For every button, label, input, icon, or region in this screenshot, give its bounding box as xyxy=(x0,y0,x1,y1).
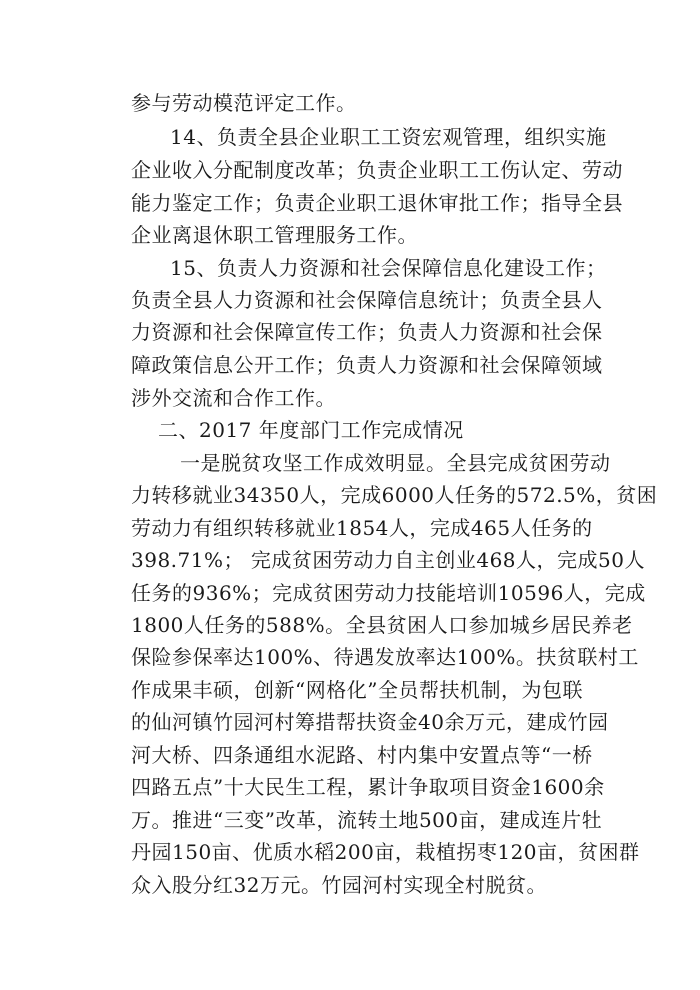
text-line: 涉外交流和合作工作。 xyxy=(131,386,336,410)
section-heading: 二、2017 年度部门工作完成情况 xyxy=(158,418,464,442)
text-line: 任务的936%；完成贫困劳动力技能培训10596人，完成 xyxy=(131,581,646,605)
text-line: 企业离退休职工管理服务工作。 xyxy=(131,223,418,247)
text-line: 众入股分红32万元。竹园河村实现全村脱贫。 xyxy=(131,873,547,897)
text-line: 能力鉴定工作；负责企业职工退休审批工作；指导全县 xyxy=(131,191,623,215)
text-line: 作成果丰硕，创新“网格化”全员帮扶机制，为包联 xyxy=(131,678,583,702)
text-line: 负责全县人力资源和社会保障信息统计；负责全县人 xyxy=(131,288,603,312)
text-line: 万。推进“三变”改革，流转土地500亩，建成连片牡 xyxy=(131,808,603,832)
text-line: 劳动力有组织转移就业1854人，完成465人任务的 xyxy=(131,516,593,540)
paragraph-item-15: 15、负责人力资源和社会保障信息化建设工作； xyxy=(170,256,607,280)
text-line: 企业收入分配制度改革；负责企业职工工伤认定、劳动 xyxy=(131,158,623,182)
text-line: 力转移就业34350人，完成6000人任务的572.5%，贫困 xyxy=(131,483,658,507)
text-line: 障政策信息公开工作；负责人力资源和社会保障领域 xyxy=(131,353,603,377)
text-line: 河大桥、四条通组水泥路、村内集中安置点等“一桥 xyxy=(131,743,593,767)
text-line: 丹园150亩、优质水稻200亩，栽植拐枣120亩，贫困群 xyxy=(131,840,640,864)
text-line: 保险参保率达100%、待遇发放率达100%。扶贫联村工 xyxy=(131,645,639,669)
paragraph-item-14: 14、负责全县企业职工工资宏观管理，组织实施 xyxy=(170,125,607,149)
text-line: 四路五点”十大民生工程，累计争取项目资金1600余 xyxy=(131,775,605,799)
paragraph-start: 一是脱贫攻坚工作成效明显。全县完成贫困劳动 xyxy=(180,451,611,475)
text-line: 力资源和社会保障宣传工作；负责人力资源和社会保 xyxy=(131,320,603,344)
text-line: 398.71%； 完成贫困劳动力自主创业468人，完成50人 xyxy=(131,548,645,572)
text-line: 1800人任务的588%。全县贫困人口参加城乡居民养老 xyxy=(131,613,633,637)
text-line: 的仙河镇竹园河村筹措帮扶资金40余万元，建成竹园 xyxy=(131,710,609,734)
text-line: 参与劳动模范评定工作。 xyxy=(131,91,357,115)
